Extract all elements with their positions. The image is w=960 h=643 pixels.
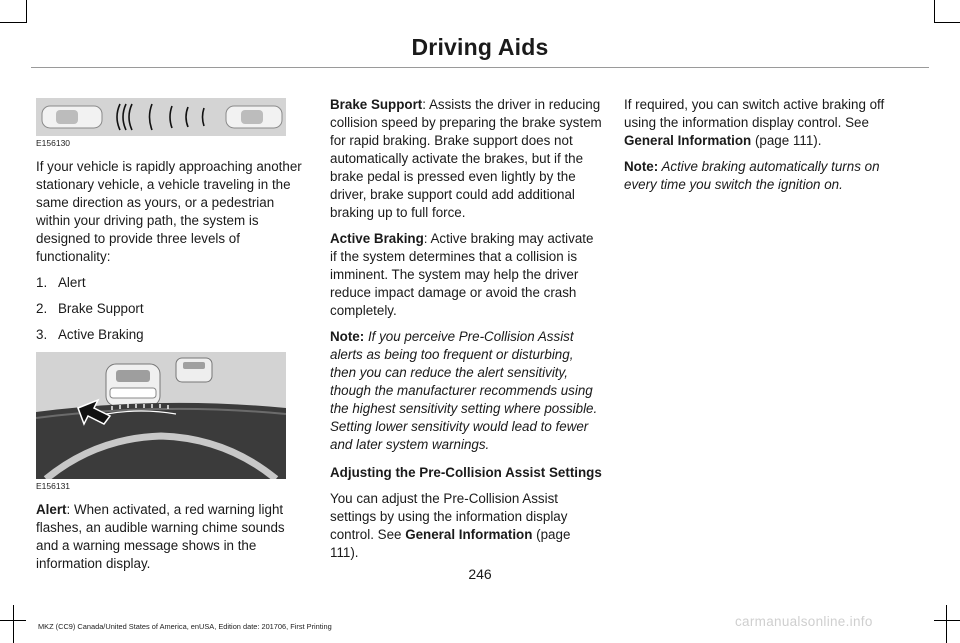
intro-paragraph: If your vehicle is rapidly approaching another stationary vehicle, a vehicle traveling in the same direction as yours, or a pedestrian within your driving path, the system is designed to provide three levels of functionality: xyxy=(36,159,302,264)
list-item: 1. Alert xyxy=(36,275,86,290)
alert-paragraph: Alert: When activated, a red warning light flashes, an audible warning chime sounds and a warning message shows in the information display. xyxy=(36,502,285,571)
dashboard-warning-illustration xyxy=(36,352,286,479)
header-divider xyxy=(31,67,929,68)
active-braking-paragraph: Active Braking: Active braking may activate if the system determines that a collision is imminent. The system may help the driver reduce impact damage or avoid the crash completely. xyxy=(330,231,594,318)
list-item: 2. Brake Support xyxy=(36,301,144,316)
figure-vehicle-approach xyxy=(36,98,286,136)
general-information-link[interactable]: General Information xyxy=(405,527,533,542)
brake-support-paragraph: Brake Support: Assists the driver in reducing collision speed by preparing the brake system for rapid braking. Brake support does not automatically activate the brakes, but if the brake pedal is pressed even lightly by the driver, brake support could add additional braking up to full force. xyxy=(330,97,602,220)
levels-list xyxy=(36,274,306,344)
middle-column xyxy=(330,96,602,570)
page-number: 246 xyxy=(468,566,492,582)
list-item: 3. Active Braking xyxy=(36,327,144,342)
crop-mark xyxy=(946,605,947,643)
sensitivity-note: Note: If you perceive Pre-Collision Assist alerts as being too frequent or disturbing, then you can reduce the alert sensitivity, though the manufacturer recommends using the highest sensitivity setting where possible. Setting lower sensitivity would lead to fewer and later system warnings. xyxy=(330,329,598,452)
section-heading: Adjusting the Pre-Collision Assist Settings xyxy=(330,465,602,480)
left-column xyxy=(36,98,306,581)
page-title: Driving Aids xyxy=(411,34,549,60)
crop-mark xyxy=(934,620,960,621)
adjust-paragraph: You can adjust the Pre-Collision Assist settings by using the information display control. See General Information (page 111). xyxy=(330,491,571,560)
figure-dashboard-warning xyxy=(36,352,286,479)
figure-code: E156130 xyxy=(36,138,71,148)
crop-mark xyxy=(934,22,960,23)
crop-mark xyxy=(934,0,935,23)
vehicle-approach-illustration xyxy=(36,98,286,136)
figure-code: E156131 xyxy=(36,481,71,491)
crop-mark xyxy=(13,605,14,643)
crop-mark xyxy=(0,22,26,23)
right-column xyxy=(624,96,900,202)
switch-off-paragraph: If required, you can switch active braking off using the information display control. See General Information (page 111). xyxy=(624,97,885,148)
watermark: carmanualsonline.info xyxy=(735,614,873,629)
general-information-link[interactable]: General Information xyxy=(624,133,752,148)
ignition-note: Note: Active braking automatically turns on every time you switch the ignition on. xyxy=(624,159,880,192)
crop-mark xyxy=(26,0,27,23)
edition-info: MKZ (CC9) Canada/United States of America, enUSA, Edition date: 201706, First Printing xyxy=(38,622,332,631)
